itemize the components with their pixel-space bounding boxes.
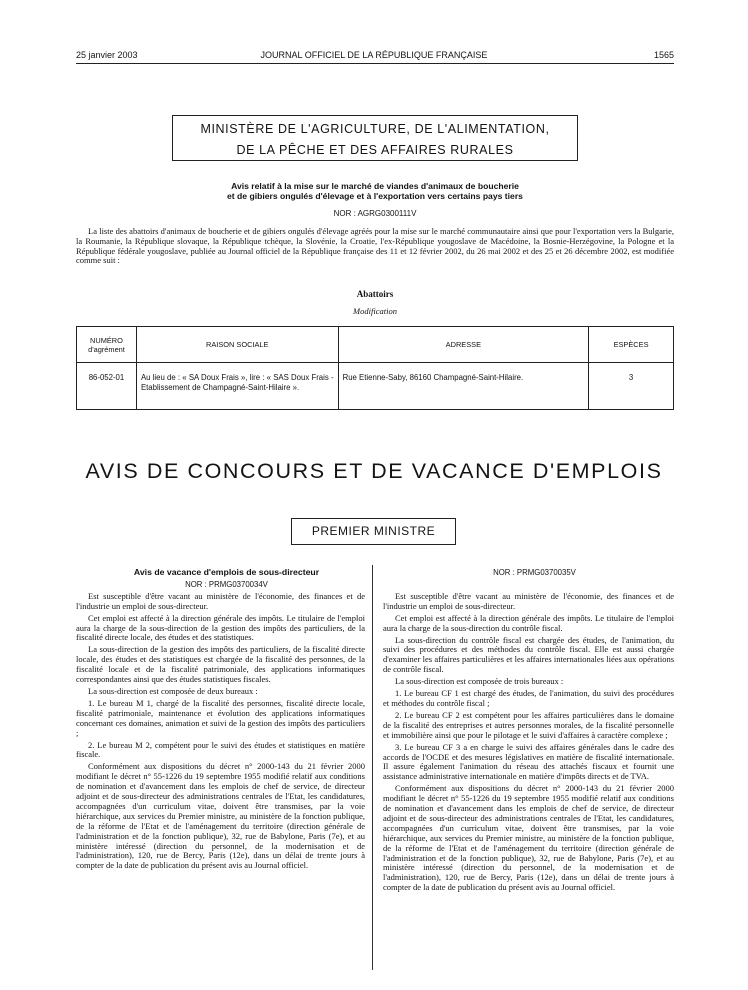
left-paragraph: La sous-direction est composée de deux bureaux : <box>88 685 258 696</box>
right-paragraph: 1. Le bureau CF 1 est chargé des études, de l'animation, du suivi des procédures et méthodes du contrôle fiscal ; <box>383 688 674 708</box>
right-column-nor: NOR : PRMG0370035V <box>493 568 576 577</box>
modification-table <box>76 326 674 410</box>
right-paragraph: Conformément aux dispositions du décret n° 2000-143 du 21 février 2000 modifiant le décret n° 55-1226 du 19 septembre 1955 modifié relatif aux conditions de nomination et d'avancement dans les emplois de chef de service, de directeur adjoint et de sous-directeur des administrations centrales de l'Etat, les candidatures, accompagnées d'un curriculum vitae, doivent être transmises, par la voie hiérarchique, aux services du Premier ministre, au ministère de la fonction publique, de la réforme de l'Etat et de l'aménagement du territoire (direction générale de l'administration et de la fonction publique), 32, rue de Babylone, Paris (7e), et au ministère intéressé (direction du personnel, de la modernisation et de l'administration), 120, rue de Bercy, Paris (12e), dans un délai de trente jours à compter de la date de publication du présent avis au Journal officiel. <box>383 783 674 893</box>
ministry-heading-line2: DE LA PÊCHE ET DES AFFAIRES RURALES <box>236 143 514 157</box>
ministry-heading-box <box>172 115 578 161</box>
header-page-number: 1565 <box>653 50 674 60</box>
header-date: 25 janvier 2003 <box>76 50 138 60</box>
table-cell-adresse: Rue Etienne-Saby, 86160 Champagné-Saint-Hilaire. <box>338 363 589 410</box>
table-row <box>77 363 674 410</box>
left-column-title: Avis de vacance d'emplois de sous-directeur <box>133 567 320 577</box>
left-paragraph: Conformément aux dispositions du décret n° 2000-143 du 21 février 2000 modifiant le décret n° 55-1226 du 19 septembre 1955 modifié relatif aux conditions de nomination et d'avancement dans les emplois de chef de service, de directeur adjoint et de sous-directeur des administrations centrales de l'Etat, les candidatures, accompagnées d'un curriculum vitae, doivent être transmises, par la voie hiérarchique, aux services du Premier ministre, au ministère de la fonction publique, de la réforme de l'Etat et de l'aménagement du territoire (direction générale de l'administration et de la fonction publique), 32, rue de Babylone, Paris (7e), et au ministère intéressé (direction du personnel, de la modernisation et de l'administration), 120, rue de Bercy, Paris (12e), dans un délai de trente jours à compter de la date de publication du présent avis au Journal officiel. <box>76 761 365 871</box>
left-paragraph: Cet emploi est affecté à la direction générale des impôts. Le titulaire de l'emploi aura la charge de la sous-direction de la gestion des impôts des particuliers, de la fiscalité directe locale, des études et des statistiques. <box>76 612 365 643</box>
table-header-row <box>77 327 674 363</box>
avis-nor: NOR : AGRG0300111V <box>333 209 417 218</box>
right-paragraph: Est susceptible d'être vacant au ministère de l'économie, des finances et de l'industrie un emploi de sous-directeur. <box>383 590 674 611</box>
table-cell-especes: 3 <box>589 363 674 410</box>
avis-title-line1: Avis relatif à la mise sur le marché de viandes d'animaux de boucherie <box>231 181 519 191</box>
right-paragraph: 2. Le bureau CF 2 est compétent pour les affaires particulières dans le domaine de la fiscalité des entreprises et autres personnes morales, de la fiscalité personnelle et immobilière ainsi que pour le pilotage et le suivi d'affaires à caractère complexe ; <box>383 709 674 740</box>
avis-title <box>76 181 674 201</box>
header-rule <box>76 63 674 64</box>
right-paragraph: 3. Le bureau CF 3 a en charge le suivi des affaires générales dans le cadre des accords de l'OCDE et des mesures législatives en matière de fiscalité internationale. Il assure également l'animation du réseau des attachés fiscaux et fournit une assistance administrative internationale en matière d'impôts directs et de TVA. <box>383 741 674 782</box>
left-column-nor: NOR : PRMG0370034V <box>185 579 268 589</box>
table-header-cell: NUMÉRO d'agrément <box>77 327 137 363</box>
table-header-cell: RAISON SOCIALE <box>136 327 338 363</box>
avis-title-line2: et de gibiers ongulés d'élevage et à l'exportation vers certains pays tiers <box>227 191 523 201</box>
left-paragraph: 2. Le bureau M 2, compétent pour le suivi des études et statistiques en matière fiscale. <box>76 739 365 760</box>
left-paragraph: La sous-direction de la gestion des impôts des particuliers, de la fiscalité directe locale, des études et des statistiques est chargée de la fiscalité des personnes, de la fiscalité locale et de la fiscalité patrimoniale, des applications informatiques correspondantes ainsi que des études statistiques fiscales. <box>76 644 365 685</box>
ministry-heading-line1: MINISTÈRE DE L'AGRICULTURE, DE L'ALIMENTATION, <box>200 122 550 136</box>
avis-intro-paragraph: La liste des abattoirs d'animaux de boucherie et de gibiers ongulés d'élevage agréés pour la mise sur le marché communautaire ainsi que pour l'exportation vers la Bulgarie, la Roumanie, la République slovaque, la République tchèque, la Slovénie, la Croatie, l'ex-République yougoslave de Macédoine, la Bosnie-Herzégovine, la Pologne et la République fédérale yougoslave, publiée au Journal officiel de la République française des 11 et 12 février 2002, du 26 mai 2002 et des 25 et 26 décembre 2002, est modifiée comme suit : <box>76 226 674 266</box>
table-cell-agrement: 86-052-01 <box>77 363 137 410</box>
left-column <box>76 568 365 873</box>
left-paragraph: 1. Le bureau M 1, chargé de la fiscalité des personnes, fiscalité directe locale, fiscalité patrimoniale, maintenance et évolution des applications informatiques concernant ces domaines, animation et suivi de la gestion des impôts des particuliers ; <box>76 697 365 738</box>
header-journal-title: JOURNAL OFFICIEL DE LA RÉPUBLIQUE FRANÇAISE <box>260 50 488 60</box>
table-header-cell: ADRESSE <box>338 327 589 363</box>
right-column <box>383 568 674 895</box>
premier-ministre-box: PREMIER MINISTRE <box>291 518 456 545</box>
right-paragraph: La sous-direction est composée de trois bureaux : <box>395 676 564 687</box>
table-header-cell: ESPÈCES <box>589 327 674 363</box>
section-subtitle: Modification <box>353 306 397 316</box>
table-cell-raison-sociale: Au lieu de : « SA Doux Frais », lire : « SAS Doux Frais - Etablissement de Champagné-Saint-Hilaire ». <box>136 363 338 410</box>
left-paragraph: Est susceptible d'être vacant au ministère de l'économie, des finances et de l'industrie un emploi de sous-directeur. <box>76 590 365 611</box>
concours-section-title: AVIS DE CONCOURS ET DE VACANCE D'EMPLOIS <box>85 459 663 483</box>
right-paragraph: Cet emploi est affecté à la direction générale des impôts. Le titulaire de l'emploi aura la charge de la sous-direction du contrôle fiscal. <box>383 612 674 633</box>
column-divider <box>372 565 373 970</box>
right-paragraph: La sous-direction du contrôle fiscal est chargée des études, de l'animation, du suivi des procédures et des méthodes du contrôle fiscal. Elle est aussi chargée d'examiner les affaires particulières et les affaires internationales liées aux opérations de contrôle fiscal. <box>383 634 674 675</box>
section-title: Abattoirs <box>356 289 394 299</box>
